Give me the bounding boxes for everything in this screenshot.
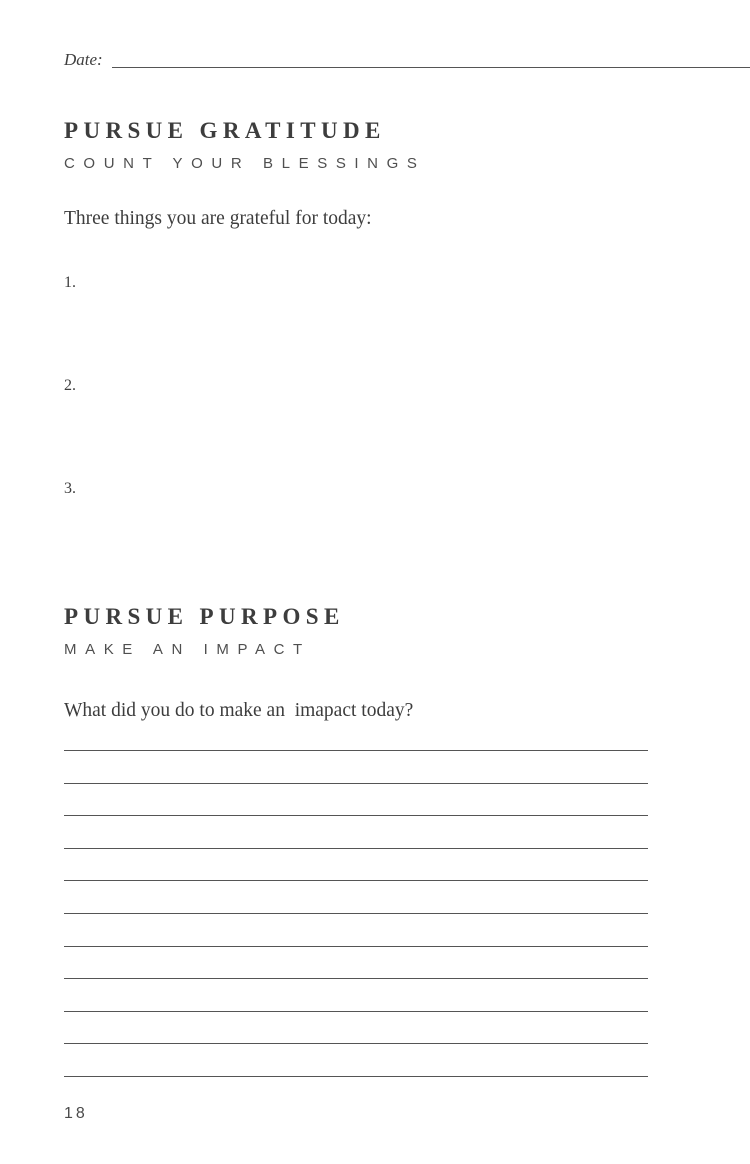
writing-line[interactable] <box>64 783 648 784</box>
purpose-prompt: What did you do to make an imapact today? <box>64 700 414 721</box>
writing-line[interactable] <box>64 848 648 849</box>
gratitude-subtitle: COUNT YOUR BLESSINGS <box>64 155 426 172</box>
writing-line[interactable] <box>64 1011 648 1012</box>
writing-line[interactable] <box>64 1076 648 1077</box>
gratitude-prompt: Three things you are grateful for today: <box>64 208 372 229</box>
page-number: 18 <box>64 1105 88 1122</box>
writing-line[interactable] <box>64 913 648 914</box>
date-row <box>64 50 750 74</box>
gratitude-title: PURSUE GRATITUDE <box>64 118 386 143</box>
date-input-line[interactable] <box>112 67 750 68</box>
writing-line[interactable] <box>64 1043 648 1044</box>
gratitude-item-3: 3. <box>64 480 76 497</box>
writing-line[interactable] <box>64 946 648 947</box>
writing-line[interactable] <box>64 815 648 816</box>
gratitude-item-1: 1. <box>64 274 76 291</box>
purpose-subtitle: MAKE AN IMPACT <box>64 641 311 658</box>
date-label: Date: <box>64 50 103 69</box>
gratitude-item-2: 2. <box>64 377 76 394</box>
writing-line[interactable] <box>64 750 648 751</box>
writing-line[interactable] <box>64 978 648 979</box>
purpose-title: PURSUE PURPOSE <box>64 604 345 629</box>
writing-line[interactable] <box>64 880 648 881</box>
